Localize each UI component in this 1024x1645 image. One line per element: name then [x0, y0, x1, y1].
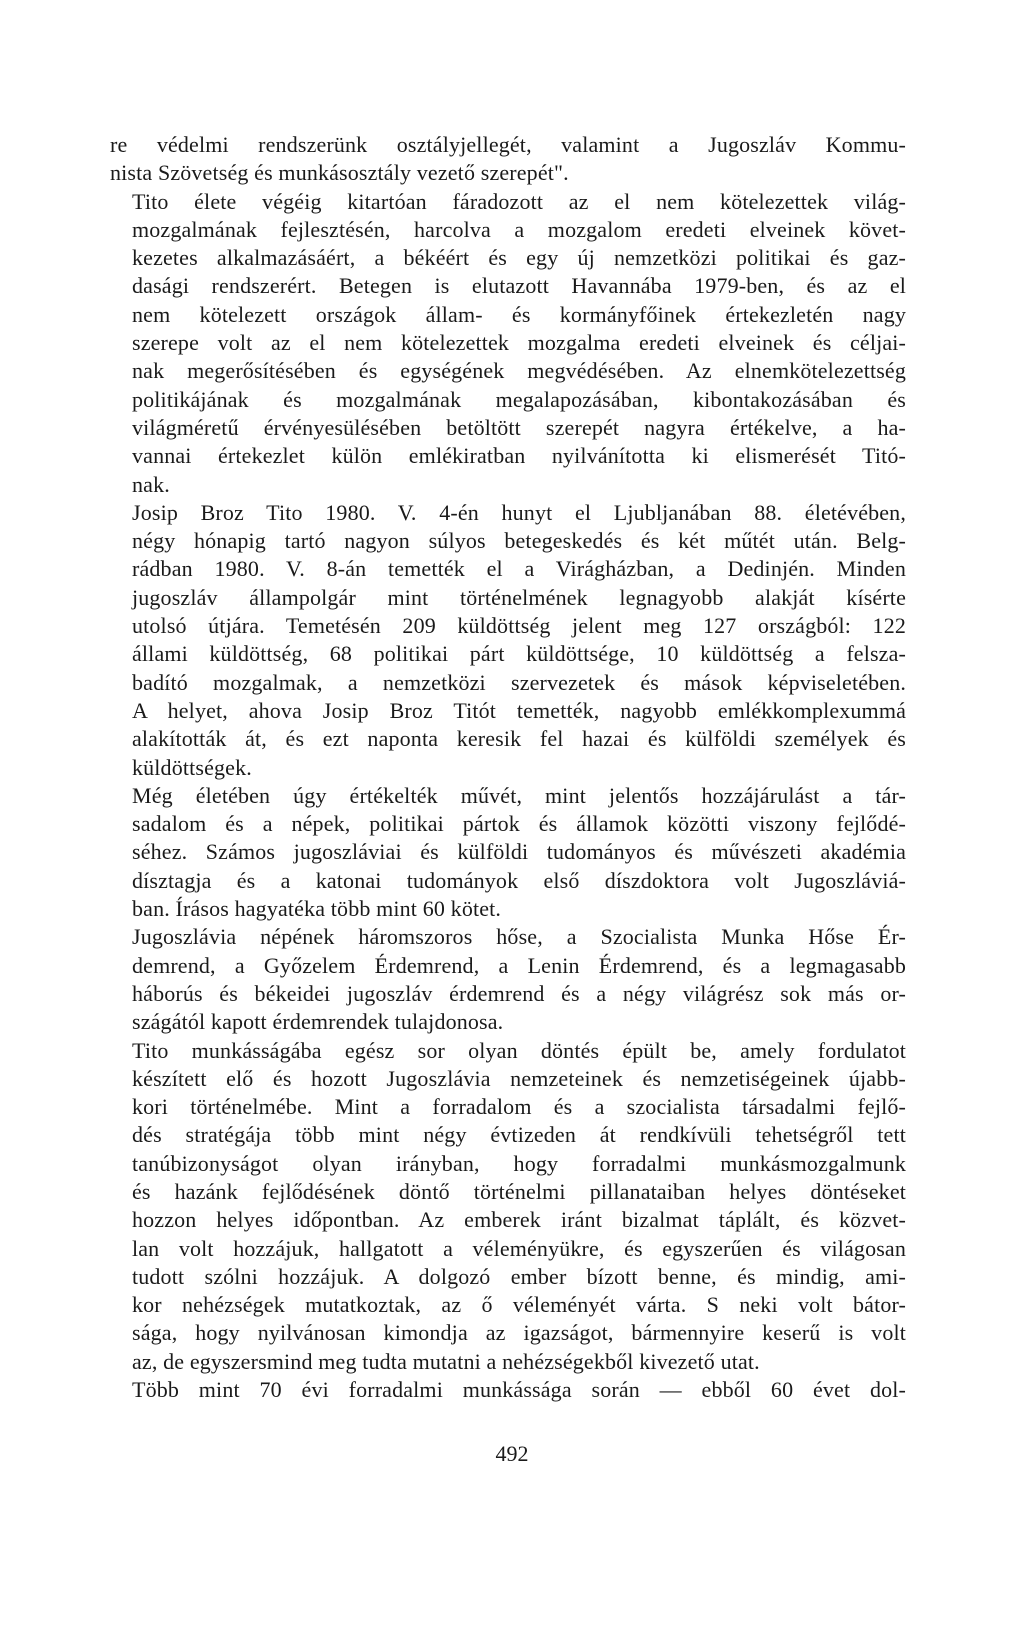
text-line: re védelmi rendszerünk osztályjellegét, valamint a Jugoszláv Kommu-	[110, 132, 906, 157]
text-line: vannai értekezlet külön emlékiratban nyilvánította ki elismerését Titó-	[132, 443, 906, 469]
paragraph	[110, 923, 906, 1036]
text-line: dés stratégája több mint négy évtizeden át rendkívüli tehetségről tett	[132, 1122, 906, 1148]
text-line: politikájának és mozgalmának megalapozásában, kibontakozásában és	[132, 386, 906, 412]
text-line: lan volt hozzájuk, hallgatott a véleményükre, és egyszerűen és világosan	[132, 1235, 906, 1261]
text-line: szágától kapott érdemrendek tulajdonosa.	[132, 1009, 504, 1035]
text-line: mozgalmának fejlesztésén, harcolva a mozgalom eredeti elveinek követ-	[132, 216, 906, 242]
text-line: hozzon helyes időpontban. Az emberek iránt bizalmat táplált, és közvet-	[132, 1207, 906, 1233]
text-line: alakították át, és ezt naponta keresik fel hazai és külföldi személyek és	[132, 726, 906, 752]
text-line: tanúbizonyságot olyan irányban, hogy forradalmi munkásmozgalmunk	[132, 1150, 906, 1176]
text-line: négy hónapig tartó nagyon súlyos betegeskedés és két műtét után. Belg-	[132, 528, 906, 554]
paragraph	[110, 131, 906, 188]
paragraph	[110, 782, 906, 923]
text-line: az, de egyszersmind meg tudta mutatni a nehézségekből kivezető utat.	[132, 1348, 760, 1374]
paragraph	[110, 1037, 906, 1377]
text-line: A helyet, ahova Josip Broz Titót temették, nagyobb emlékkomplexummá	[132, 697, 906, 723]
text-line: jugoszláv állampolgár mint történelmének legnagyobb alakját kísérte	[132, 584, 906, 610]
text-line: Több mint 70 évi forradalmi munkássága során — ebből 60 évet dol-	[132, 1377, 906, 1403]
text-line: demrend, a Győzelem Érdemrend, a Lenin Érdemrend, és a legmagasabb	[132, 952, 906, 978]
text-line: szerepe volt az el nem kötelezettek mozgalma eredeti elveinek és céljai-	[132, 330, 906, 356]
paragraph	[110, 1376, 906, 1404]
text-line: Josip Broz Tito 1980. V. 4-én hunyt el Ljubljanában 88. életévében,	[132, 499, 906, 525]
text-line: és hazánk fejlődésének döntő történelmi pillanataiban helyes döntéseket	[132, 1178, 906, 1204]
page-text-body	[110, 131, 906, 1404]
text-line: háborús és békeidei jugoszláv érdemrend és a négy világrész sok más or-	[132, 980, 906, 1006]
text-line: rádban 1980. V. 8-án temették el a Virágházban, a Dedinjén. Minden	[132, 556, 906, 582]
text-line: ban. Írásos hagyatéka több mint 60 kötet.	[132, 896, 502, 922]
text-line: utolsó útjára. Temetésén 209 küldöttség jelent meg 127 országból: 122	[132, 613, 906, 639]
text-line: nem kötelezett országok állam- és kormányfőinek értekezletén nagy	[132, 301, 906, 327]
text-line: állami küldöttség, 68 politikai párt küldöttsége, 10 küldöttség a felsza-	[132, 641, 906, 667]
text-line: világméretű érvényesülésében betöltött szerepét nagyra értékelve, a ha-	[132, 414, 906, 440]
text-line: Tito munkásságába egész sor olyan döntés épült be, amely fordulatot	[132, 1037, 906, 1063]
text-line: kor nehézségek mutatkoztak, az ő véleményét várta. S neki volt bátor-	[132, 1292, 906, 1318]
text-line: dísztagja és a katonai tudományok első díszdoktora volt Jugoszláviá-	[132, 867, 906, 893]
paragraph	[110, 188, 906, 499]
text-line: küldöttségek.	[132, 754, 252, 780]
text-line: készített elő és hozott Jugoszlávia nemzeteinek és nemzetiségeinek újabb-	[132, 1065, 906, 1091]
text-line: kori történelmébe. Mint a forradalom és a szocialista társadalmi fejlő-	[132, 1094, 906, 1120]
text-line: Tito élete végéig kitartóan fáradozott az el nem kötelezettek világ-	[132, 188, 906, 214]
text-line: kezetes alkalmazásáért, a békéért és egy új nemzetközi politikai és gaz-	[132, 245, 906, 271]
paragraph	[110, 499, 906, 782]
text-line: sadalom és a népek, politikai pártok és államok közötti viszony fejlődé-	[132, 811, 906, 837]
text-line: séhez. Számos jugoszláviai és külföldi tudományos és művészeti akadémia	[132, 839, 906, 865]
text-line: Jugoszlávia népének háromszoros hőse, a Szocialista Munka Hőse Ér-	[132, 924, 906, 950]
text-line: tudott szólni hozzájuk. A dolgozó ember bízott benne, és mindig, ami-	[132, 1263, 906, 1289]
text-line: dasági rendszerért. Betegen is elutazott Havannába 1979-ben, és az el	[132, 273, 906, 299]
text-line: nista Szövetség és munkásosztály vezető szerepét".	[110, 160, 569, 186]
page-number: 492	[495, 1441, 529, 1466]
text-line: nak.	[132, 471, 170, 497]
text-line: nak megerősítésében és egységének megvédésében. Az elnemkötelezettség	[132, 358, 906, 384]
text-line: sága, hogy nyilvánosan kimondja az igazságot, bármennyire keserű is volt	[132, 1320, 906, 1346]
text-line: Még életében úgy értékelték művét, mint jelentős hozzájárulást a tár-	[132, 782, 906, 808]
text-line: badító mozgalmak, a nemzetközi szervezetek és mások képviseletében.	[132, 669, 906, 695]
